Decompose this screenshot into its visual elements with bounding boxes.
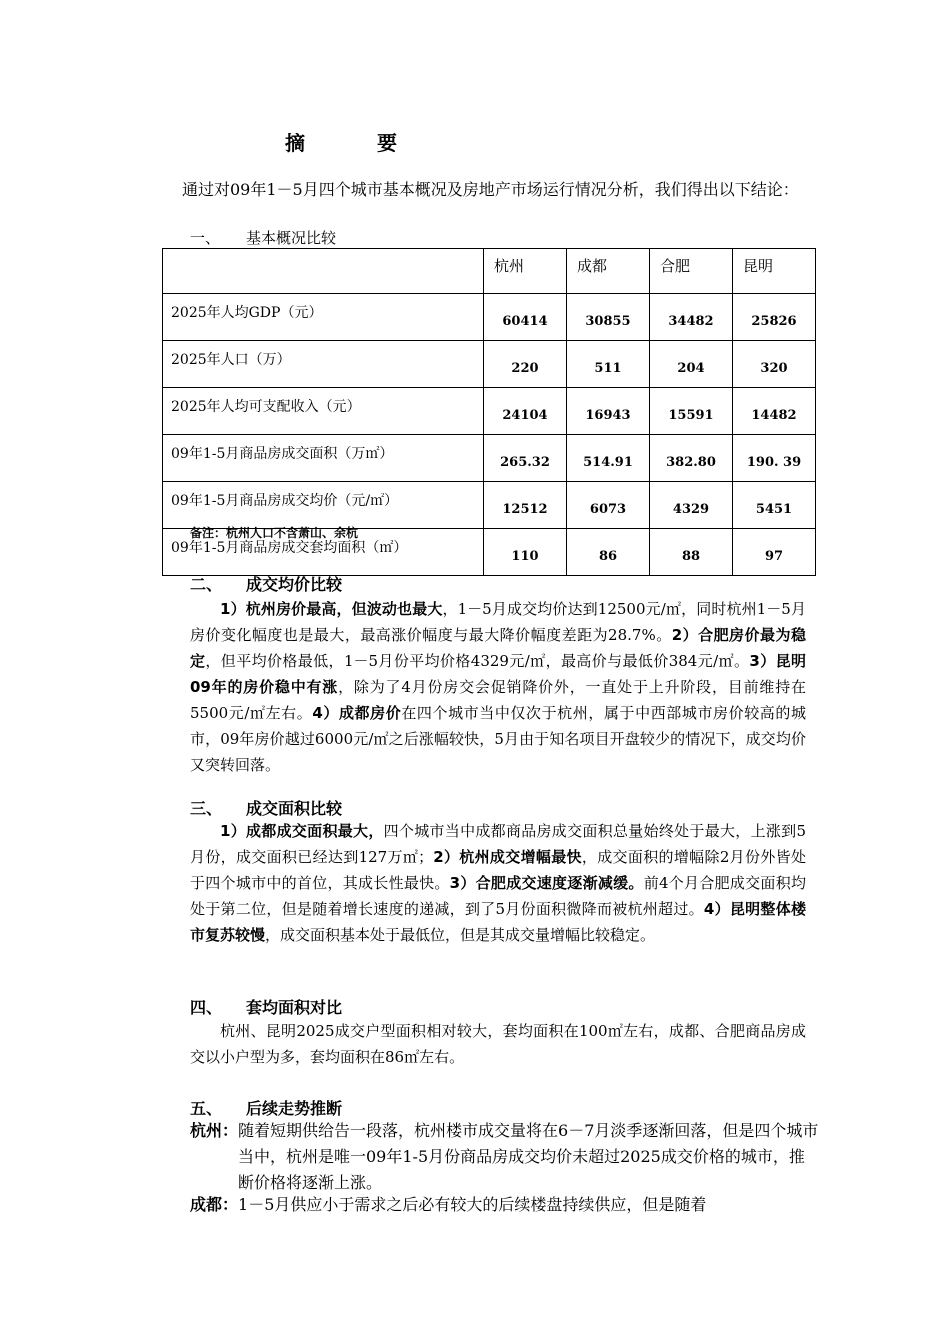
hangzhou-text: 随着短期供给告一段落，杭州楼市成交量将在6－7月淡季逐渐回落，但是四个城市当中，杭州是唯一09年1-5月份商品房成交均价未超过2025成交价格的城市，推断价格将逐渐上涨。 bbox=[238, 1121, 819, 1192]
section-3-number: 三、 bbox=[190, 799, 223, 818]
chengdu-forecast bbox=[190, 1192, 820, 1218]
row-label: 2025年人口（万） bbox=[163, 341, 484, 388]
section-1-number: 一、 bbox=[190, 229, 221, 247]
table-cell: 5451 bbox=[733, 482, 816, 529]
table-row bbox=[163, 388, 816, 435]
hangzhou-forecast bbox=[190, 1118, 820, 1196]
point-2-text: ，但平均价格最低，1－5月份平均价格4329元/㎡，最高价与最低价384元/㎡。 bbox=[205, 652, 750, 670]
row-label: 2025年人均GDP（元） bbox=[163, 294, 484, 341]
point-2-text: ，成交面积的增幅除2月份外皆处于四个城市中的首位，其成长性最快。 bbox=[190, 848, 806, 892]
point-3-text: ，除为了4月份房交会促销降价外，一直处于上升阶段，目前维持在5500元/㎡左右。 bbox=[190, 678, 807, 722]
section-2-heading bbox=[190, 572, 342, 595]
table-note: 备注：杭州人口不含萧山、余杭 bbox=[190, 526, 359, 540]
table-cell: 382.80 bbox=[650, 435, 733, 482]
table-cell: 4329 bbox=[650, 482, 733, 529]
table-header-cell: 昆明 bbox=[733, 249, 816, 294]
point-1-bold: 1）杭州房价最高，但波动也最大 bbox=[220, 600, 443, 618]
table-cell: 204 bbox=[650, 341, 733, 388]
table-cell: 88 bbox=[650, 529, 733, 576]
section-5-heading bbox=[190, 1096, 342, 1119]
intro-paragraph: 通过对09年1－5月四个城市基本概况及房地产市场运行情况分析，我们得出以下结论： bbox=[182, 180, 799, 199]
section-1-title: 基本概况比较 bbox=[246, 229, 337, 247]
section-2-title: 成交均价比较 bbox=[246, 575, 343, 594]
table-cell: 97 bbox=[733, 529, 816, 576]
table-row bbox=[163, 435, 816, 482]
table-cell: 511 bbox=[567, 341, 650, 388]
city-name-hangzhou: 杭州： bbox=[190, 1121, 239, 1140]
page-title bbox=[285, 127, 397, 156]
table-header-cell: 杭州 bbox=[484, 249, 567, 294]
table-cell: 86 bbox=[567, 529, 650, 576]
point-4-text: ，成交面积基本处于最低位，但是其成交量增幅比较稳定。 bbox=[265, 926, 656, 944]
table-header-cell bbox=[163, 249, 484, 294]
table-cell: 265.32 bbox=[484, 435, 567, 482]
section-4-number: 四、 bbox=[190, 998, 223, 1017]
point-1-text: 四个城市当中成都商品房成交面积总量始终处于最大，上涨到5月份，成交面积已经达到127万㎡； bbox=[190, 822, 806, 866]
point-4-text: 在四个城市当中仅次于杭州，属于中西部城市房价较高的城市，09年房价越过6000元/㎡之后涨幅较快，5月由于知名项目开盘较少的情况下，成交均价又突转回落。 bbox=[190, 704, 806, 774]
table-cell: 514.91 bbox=[567, 435, 650, 482]
table-cell: 190. 39 bbox=[733, 435, 816, 482]
table-header-row bbox=[163, 249, 816, 294]
table-cell: 25826 bbox=[733, 294, 816, 341]
table-cell: 34482 bbox=[650, 294, 733, 341]
row-label: 09年1-5月商品房成交面积（万㎡） bbox=[163, 435, 484, 482]
section-4-heading bbox=[190, 995, 342, 1018]
section-2-number: 二、 bbox=[190, 575, 223, 594]
table-cell: 16943 bbox=[567, 388, 650, 435]
table-cell: 320 bbox=[733, 341, 816, 388]
city-name-chengdu: 成都： bbox=[190, 1195, 239, 1214]
section-4-title: 套均面积对比 bbox=[246, 998, 343, 1017]
table-cell: 6073 bbox=[567, 482, 650, 529]
table-cell: 14482 bbox=[733, 388, 816, 435]
point-2-bold: 2）杭州成交增幅最快 bbox=[433, 848, 582, 866]
row-label: 09年1-5月商品房成交均价（元/㎡） bbox=[163, 482, 484, 529]
section-3-title: 成交面积比较 bbox=[246, 799, 343, 818]
table-cell: 30855 bbox=[567, 294, 650, 341]
table-cell: 220 bbox=[484, 341, 567, 388]
table-cell: 12512 bbox=[484, 482, 567, 529]
table-cell: 60414 bbox=[484, 294, 567, 341]
row-label: 09年1-5月商品房成交套均面积（㎡） bbox=[163, 529, 484, 576]
title-char-2: 要 bbox=[377, 131, 397, 155]
table-cell: 110 bbox=[484, 529, 567, 576]
point-2-bold: 2）合肥房价最为稳定 bbox=[190, 626, 806, 670]
point-3-text: 前4个月合肥成交面积均处于第二位，但是随着增长速度的递减，到了5月份面积微降而被杭州超过。 bbox=[190, 874, 806, 918]
section-2-paragraph bbox=[190, 596, 806, 778]
chengdu-text: 1－5月供应小于需求之后必有较大的后续楼盘持续供应，但是随着 bbox=[238, 1195, 707, 1214]
table-header-cell: 成都 bbox=[567, 249, 650, 294]
table-row bbox=[163, 294, 816, 341]
table-cell: 24104 bbox=[484, 388, 567, 435]
point-4-bold: 4）昆明整体楼市复苏较慢 bbox=[190, 900, 806, 944]
title-char-1: 摘 bbox=[285, 131, 305, 155]
section-3-heading bbox=[190, 796, 342, 819]
section-3-paragraph bbox=[190, 818, 806, 948]
section-1-heading bbox=[190, 227, 336, 248]
point-3-bold: 3）昆明09年的房价稳中有涨 bbox=[190, 652, 806, 696]
table-row bbox=[163, 341, 816, 388]
section-4-paragraph: 杭州、昆明2025成交户型面积相对较大，套均面积在100㎡左右，成都、合肥商品房成交以小户型为多，套均面积在86㎡左右。 bbox=[190, 1022, 806, 1066]
point-4-bold: 4）成都房价 bbox=[312, 704, 402, 722]
table-cell: 15591 bbox=[650, 388, 733, 435]
point-1-bold: 1）成都成交面积最大， bbox=[220, 822, 384, 840]
section-5-title: 后续走势推断 bbox=[246, 1099, 343, 1118]
point-3-bold: 3）合肥成交速度逐渐减缓。 bbox=[449, 874, 644, 892]
point-1-text: ，1－5月成交均价达到12500元/㎡，同时杭州1－5月房价变化幅度也是最大，最高涨价幅度与最大降价幅度差距为28.7%。 bbox=[190, 600, 806, 644]
table-header-cell: 合肥 bbox=[650, 249, 733, 294]
table-row bbox=[163, 482, 816, 529]
row-label: 2025年人均可支配收入（元） bbox=[163, 388, 484, 435]
section-5-number: 五、 bbox=[190, 1099, 223, 1118]
